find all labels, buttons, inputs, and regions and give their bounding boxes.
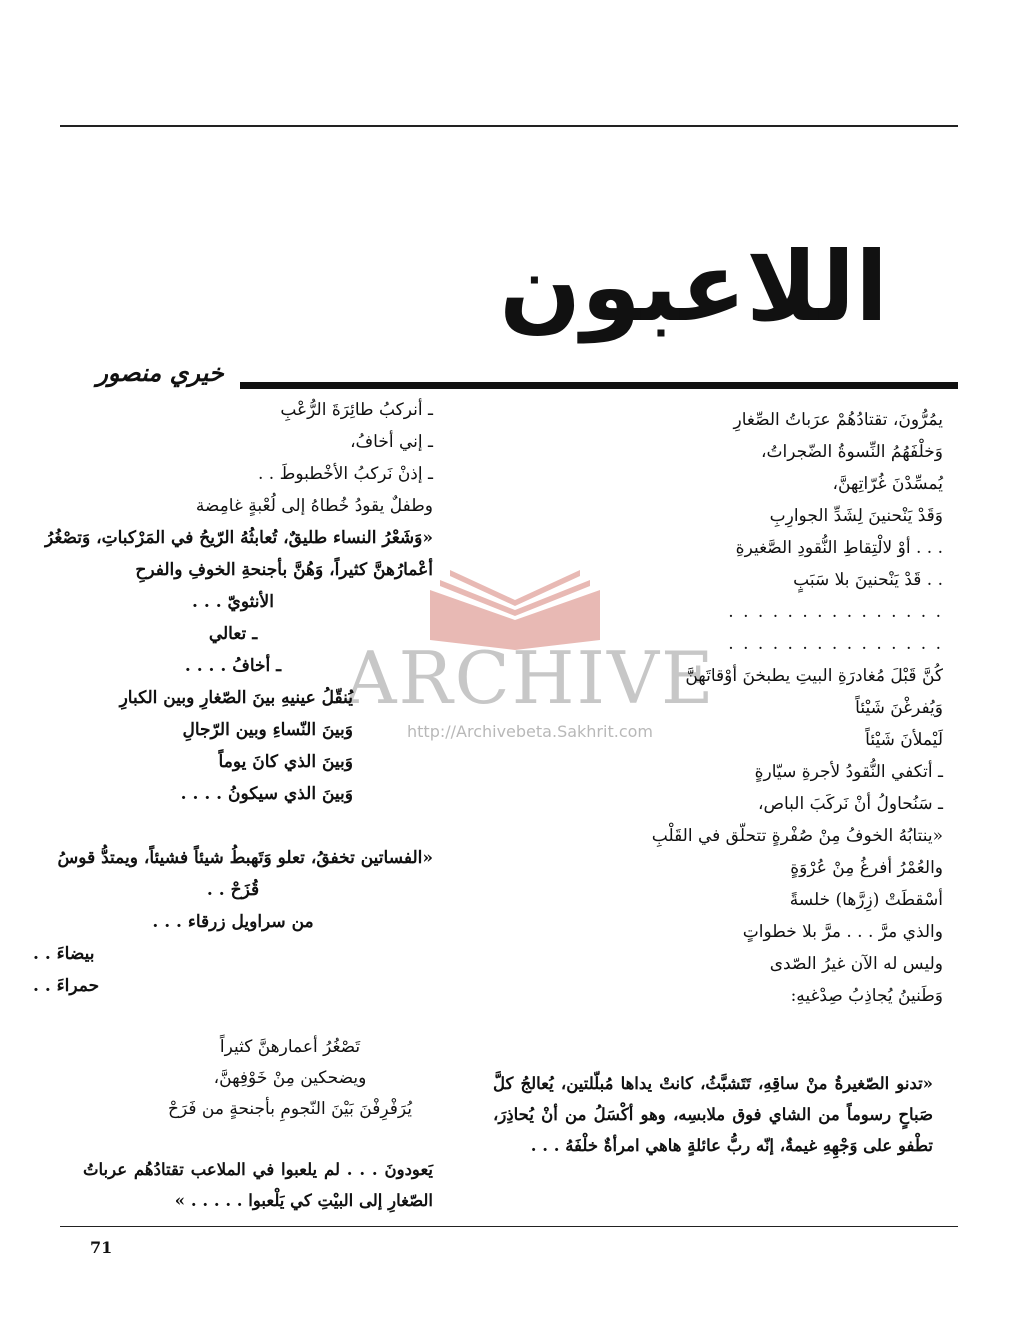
verse-line: أسْقطَتْ (زِرَّها) خلسةً: [789, 890, 943, 910]
byline-rule: [240, 382, 958, 389]
verse-line: يُنقّلُ عينيهِ بينَ الصّغارِ وبين الكبارِ: [119, 688, 353, 708]
verse-line: لَيْملأنَ شَيْئاً: [865, 730, 943, 750]
verse-line: «وَشَعْرُ النساء طليقٌ، تُعابثُهُ الرّيحُ في المَرْكباتِ، وَتصْغُرُ: [44, 528, 433, 548]
verse-line: ـ تعالي: [208, 624, 258, 644]
watermark-url: http://Archivebeta.Sakhrit.com: [407, 722, 653, 741]
verse-line: وَقَدْ يَنْحنينَ لِشَدِّ الجوارِبِ: [769, 506, 943, 526]
author-name: خيري منصور: [96, 359, 224, 387]
verse-line: يُمسِّدْنَ غُرّاتِهنَّ،: [832, 474, 943, 494]
top-rule: [60, 125, 958, 127]
center-stanza: [110, 1032, 470, 1125]
verse-line: ـ سَنُحاولُ أنْ نَركَبَ الباص،: [757, 794, 943, 814]
verse-line: وَيُفرغْنَ شَيْئاً: [855, 698, 943, 718]
verse-line: «الفساتين تخفقُ، تعلو وَتَهبطُ شيئاً فشيئاً، ويمتدُّ قوسُ: [57, 848, 433, 868]
verse-line: . . . أوْ لالْتِقاطِ النُّقودِ الصَّغيرةِ: [735, 538, 943, 558]
watermark-text: ARCHIVE: [344, 636, 716, 720]
page-number: 71: [90, 1238, 113, 1257]
verse-line: ويضحكين مِنْ خَوْفِهنَّ،: [213, 1068, 367, 1088]
verse-line: كُنَّ قَبْلَ مُغادرَةِ البيتِ يطبخنَ أوْقاتَهنَّ: [685, 666, 943, 686]
verse-line: وطفلٌ يقودُ خُطاهُ إلى لُعْبةٍ غامِضة: [195, 496, 433, 516]
verse-line: ـ أنركبُ طائِرَةَ الرُّعْبِ: [280, 400, 433, 420]
verse-line: وَخلْفَهُمُ النِّسوةُ الضّجراتُ،: [760, 442, 943, 462]
verse-line: حمراءَ . .: [33, 976, 100, 996]
prose-paragraph-left: يَعودونَ . . . لم يلعبوا في الملاعب تقتادُهُم عرباتُ الصّغارِ إلى البيْتِ كي يَلْعبوا . . . . . »: [83, 1160, 433, 1210]
verse-line: ـ أتكفي النُّقودُ لأجرةِ سيّارةٍ: [754, 762, 943, 782]
bottom-rule: [60, 1226, 958, 1227]
verse-line: بيضاءَ . .: [33, 944, 95, 964]
verse-line: ـ إني أخافُ،: [350, 432, 433, 452]
verse-line: ـ أخافُ . . . .: [184, 656, 282, 676]
right-column: [503, 404, 943, 1012]
stanza-spacer: [33, 810, 433, 842]
verse-line: . . قَدْ يَنْحنينَ بلا سَبَبٍ: [793, 570, 943, 590]
verse-line: من سراويل زرقاء . . .: [152, 912, 314, 932]
verse-line: والعُمْرُ أفرغُ مِنْ عُرْوَةٍ: [790, 858, 943, 878]
poem-title: اللاعبون: [499, 231, 888, 343]
verse-line: يُرَفْرِفْنَ بَيْنَ النّجومِ بأجنحةٍ من فَرَحْ: [168, 1099, 412, 1119]
verse-line: الأنثويّ . . .: [192, 592, 274, 612]
verse-line: وليس له الآن غيرُ الصّدى: [769, 954, 943, 974]
verse-line: وَطَنينُ يُجاذِبُ صِدْغيهِ:: [790, 986, 943, 1006]
verse-line: تَصْغُرُ أعمارهنَّ كثيراً: [219, 1037, 361, 1057]
verse-line: يمُرُّونَ، تقتادُهُمْ عرَباتُ الصِّغارِ: [733, 410, 943, 430]
verse-line: أعْمارُهنَّ كثيراً، وَهُنَّ بأجنحةِ الخوفِ والفرحِ: [135, 560, 433, 580]
verse-line: وَبينَ الذي كانَ يوماً: [218, 752, 353, 772]
verse-line: «ينتابُهُ الخوفُ مِنْ صُفْرةٍ تتحلّق في القَلْبِ: [651, 826, 943, 846]
verse-line: قُزَحْ . .: [206, 880, 260, 900]
verse-line: ـ إذنْ نَركبُ الأخْطبوطَ . .: [258, 464, 433, 484]
left-column: [33, 394, 433, 1002]
verse-line: وَبينَ الذي سيكونُ . . . .: [180, 784, 353, 804]
ellipsis-line: . . . . . . . . . . . . . . .: [728, 634, 943, 654]
ellipsis-line: . . . . . . . . . . . . . . .: [728, 602, 943, 622]
verse-line: وَبينَ النّساءِ وبين الرّجالِ: [182, 720, 353, 740]
prose-paragraph-right: «تدنو الصّغيرةُ منْ ساقِهِ، تَتَشبَّثُ، كانتْ يداها مُبلّلتين، يُعالجُ كلَّ صَباحٍ رسوماً من الشاي فوق ملابسِه، وهو أكْسَلُ من أنْ يُحاذِرَ، تطْفو على وَجْهِهِ غيمةٌ، إنّه ربُّ عائلةٍ هاهي امرأةٌ خلْفَهُ . . .: [493, 1074, 933, 1155]
verse-line: والذي مرَّ . . . مرَّ بلا خطواتٍ: [742, 922, 943, 942]
